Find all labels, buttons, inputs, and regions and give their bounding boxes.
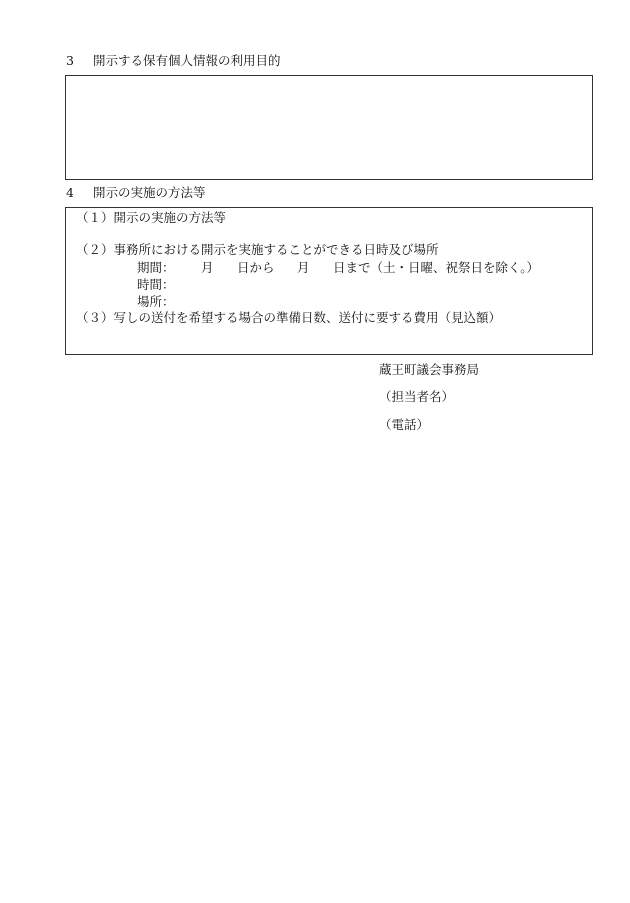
item-2-text: （２）事務所における開示を実施することができる日時及び場所 bbox=[76, 242, 439, 257]
section-3-number: 3 bbox=[66, 53, 74, 68]
section-4-number: 4 bbox=[66, 185, 74, 200]
item-3-text: （３）写しの送付を希望する場合の準備日数、送付に要する費用（見込額） bbox=[76, 310, 502, 325]
phone-label: （電話） bbox=[379, 417, 430, 432]
item-1-text: （１）開示の実施の方法等 bbox=[76, 210, 227, 225]
section-4-heading bbox=[66, 187, 206, 200]
office-name: 蔵王町議会事務局 bbox=[379, 362, 480, 377]
period-month-2: 月 bbox=[297, 260, 310, 275]
time-label: 時間： bbox=[137, 277, 175, 292]
period-month-1: 月 bbox=[201, 260, 214, 275]
period-day-until: 日まで（土・日曜、祝祭日を除く。） bbox=[333, 260, 540, 275]
section-3-heading bbox=[66, 55, 281, 68]
period-day-from: 日から bbox=[237, 260, 275, 275]
section-4-title: 開示の実施の方法等 bbox=[93, 185, 206, 200]
period-label: 期間： bbox=[137, 260, 175, 275]
section-3-title: 開示する保有個人情報の利用目的 bbox=[93, 53, 281, 68]
section-3-box bbox=[65, 75, 593, 180]
person-in-charge: （担当者名） bbox=[379, 389, 455, 404]
place-label: 場所： bbox=[137, 294, 175, 309]
